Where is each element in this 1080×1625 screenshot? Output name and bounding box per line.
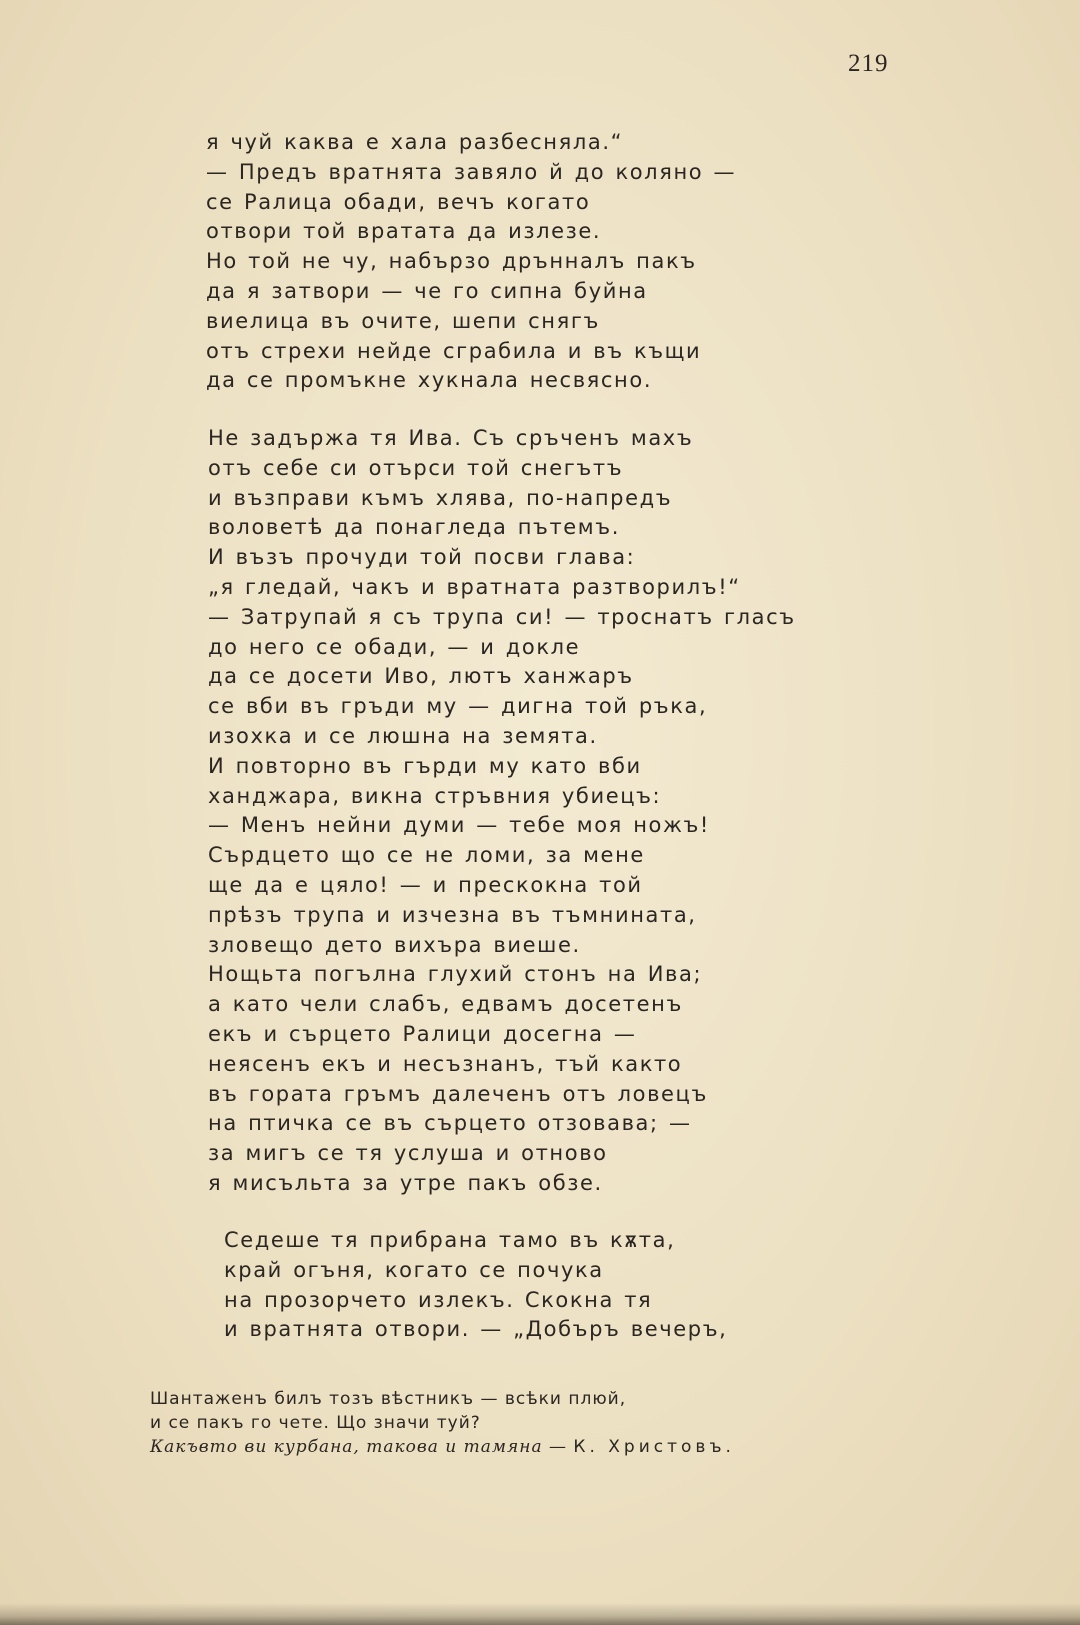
verse-line: я мисъльта за утре пакъ обзе. — [208, 1170, 603, 1195]
verse-line: Седеше тя прибрана тамо въ кѫта, — [224, 1228, 676, 1252]
verse-line: Сърдцето що се не ломи, за мене — [208, 843, 645, 868]
verse-line: да се промъкне хукнала несвясно. — [206, 368, 653, 393]
footnote-line: и се пакъ го чете. Що значи туй? — [150, 1413, 481, 1433]
verse-line: край огъня, когато се почука — [224, 1257, 604, 1282]
footnote-epigram — [150, 1387, 735, 1459]
page-edge-shadow — [0, 1603, 1080, 1625]
verse-line: И възъ прочуди той посви глава: — [208, 545, 636, 570]
verse-line: ханджара, викна стръвния убиецъ: — [208, 783, 662, 808]
verse-line: да се досети Иво, лютъ ханжаръ — [208, 664, 634, 689]
verse-line: а като чели слабъ, едвамъ досетенъ — [208, 992, 683, 1017]
verse-line: Не задържа тя Ива. Съ сръченъ махъ — [208, 426, 694, 450]
verse-line: отъ себе си отърси той снегътъ — [208, 455, 624, 480]
verse-line: „я гледай, чакъ и вратната разтворилъ!“ — [208, 574, 741, 599]
verse-line: я чуй каква е хала разбесняла.“ — [206, 130, 624, 154]
verse-line: за мигъ се тя услуша и отново — [208, 1141, 608, 1166]
stanza-1 — [206, 128, 736, 396]
stanza-3 — [224, 1226, 727, 1345]
verse-line: неясенъ екъ и несъзнанъ, тъй както — [208, 1051, 683, 1076]
verse-line: ще да е цяло! — и прескокна той — [208, 872, 643, 897]
page-number: 219 — [848, 50, 889, 77]
verse-line: зловещо дето вихъра виеше. — [208, 932, 581, 957]
verse-line: изохка и се люшна на земята. — [208, 723, 598, 748]
verse-line: на птичка се въ сърцето отзовава; — — [208, 1111, 692, 1136]
verse-line: прѣзъ трупа и изчезна въ тъмнината, — [208, 902, 697, 927]
verse-line: се Ралица обади, вечъ когато — [206, 189, 591, 214]
verse-line: отвори той вратата да излезе. — [206, 219, 602, 244]
verse-line: Нощьта погълна глухий стонъ на Ива; — [208, 962, 703, 987]
stanza-2 — [208, 424, 796, 1199]
verse-line: да я затвори — че го сипна буйна — [206, 278, 648, 303]
footnote-proverb-line — [150, 1435, 735, 1459]
author-signature: К. Христовъ. — [573, 1437, 735, 1457]
verse-line: и възправи къмъ хлява, по-напредъ — [208, 485, 673, 510]
verse-line: виелица въ очите, шепи снягъ — [206, 308, 600, 333]
footnote-line: Шантаженъ билъ тозъ вѣстникъ — всѣки плюй, — [150, 1389, 627, 1409]
footnote-proverb: Какъвто ви курбана, такова и тамяна — — [150, 1437, 567, 1457]
verse-line: И повторно въ гърди му като вби — [208, 753, 642, 778]
verse-line: до него се обади, — и докле — [208, 634, 581, 659]
verse-line: на прозорчето излекъ. Скокна тя — [224, 1287, 653, 1312]
verse-line: се вби въ гръди му — дигна той ръка, — [208, 694, 708, 719]
verse-line: — Затрупай я съ трупа си! — троснатъ гласъ — [208, 604, 796, 629]
verse-line: Но той не чу, набързо дрънналъ пакъ — [206, 249, 697, 274]
verse-line: отъ стрехи нейде сграбила и въ къщи — [206, 338, 702, 363]
verse-line: и вратнята отвори. — „Добъръ вечеръ, — [224, 1317, 728, 1342]
verse-line: въ гората гръмъ далеченъ отъ ловецъ — [208, 1081, 708, 1106]
verse-line: — Предъ вратнята завяло й до коляно — — [206, 159, 737, 184]
verse-line: — Менъ нейни думи — тебе моя ножъ! — [208, 813, 710, 838]
verse-line: екъ и сърцето Ралици досегна — — [208, 1021, 637, 1046]
verse-line: воловетѣ да понагледа пътемъ. — [208, 515, 620, 540]
